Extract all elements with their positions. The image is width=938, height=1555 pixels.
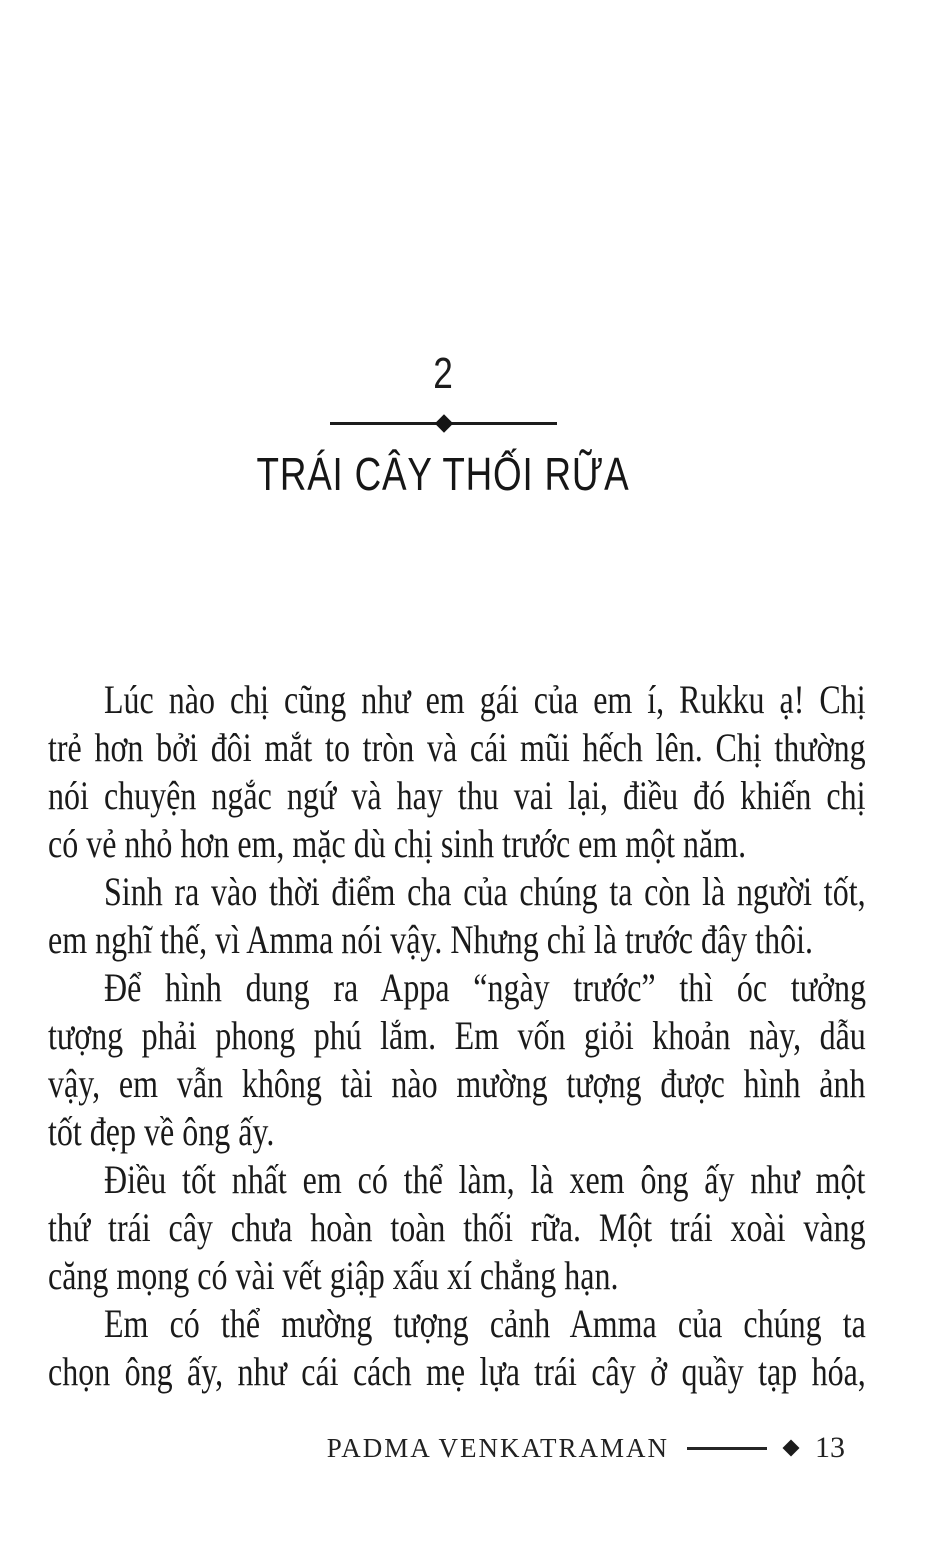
footer-author: PADMA VENKATRAMAN: [326, 1433, 669, 1463]
body-line: em nghĩ thế, vì Amma nói vậy. Nhưng chỉ là trước đây thôi.: [48, 917, 813, 962]
body-line: căng mọng có vài vết giập xấu xí chẳng hạn.: [48, 1253, 619, 1298]
diamond-icon: [434, 414, 452, 432]
body-line: Em có thể mường tượng cảnh Amma của chúng ta: [104, 1301, 866, 1346]
paragraph: [48, 1300, 868, 1396]
body-line: trẻ hơn bởi đôi mắt to tròn và cái mũi hếch lên. Chị thường: [48, 725, 866, 770]
chapter-divider: [330, 414, 557, 433]
chapter-header: [0, 0, 886, 520]
body-line: tốt đẹp về ông ấy.: [48, 1109, 275, 1154]
page-number: 13: [815, 1431, 845, 1464]
body-line: Sinh ra vào thời điểm cha của chúng ta còn là người tốt,: [104, 869, 866, 914]
paragraph: [48, 1156, 868, 1300]
footer-rule: [687, 1447, 767, 1450]
body-line: thứ trái cây chưa hoàn toàn thối rữa. Một trái xoài vàng: [48, 1205, 866, 1250]
body-line: Điều tốt nhất em có thể làm, là xem ông ấy như một: [104, 1157, 866, 1202]
body-line: tượng phải phong phú lắm. Em vốn giỏi khoản này, dẫu: [48, 1013, 866, 1058]
diamond-icon: [783, 1440, 800, 1457]
page-footer: [327, 1430, 845, 1466]
paragraph: [48, 868, 868, 964]
body-line: Để hình dung ra Appa “ngày trước” thì óc tưởng: [104, 965, 866, 1010]
paragraph: [48, 676, 868, 868]
body-line: có vẻ nhỏ hơn em, mặc dù chị sinh trước em một năm.: [48, 821, 747, 866]
body-line: chọn ông ấy, như cái cách mẹ lựa trái cây ở quầy tạp hóa,: [48, 1349, 866, 1394]
chapter-number: 2: [433, 349, 453, 398]
body-line: nói chuyện ngắc ngứ và hay thu vai lại, điều đó khiến chị: [48, 773, 866, 818]
page-body: [48, 676, 868, 1396]
body-line: Lúc nào chị cũng như em gái của em í, Rukku ạ! Chị: [104, 677, 866, 722]
paragraph: [48, 964, 868, 1156]
body-line: vậy, em vẫn không tài nào mường tượng được hình ảnh: [48, 1061, 866, 1106]
chapter-title: TRÁI CÂY THỐI RỮA: [256, 448, 630, 500]
